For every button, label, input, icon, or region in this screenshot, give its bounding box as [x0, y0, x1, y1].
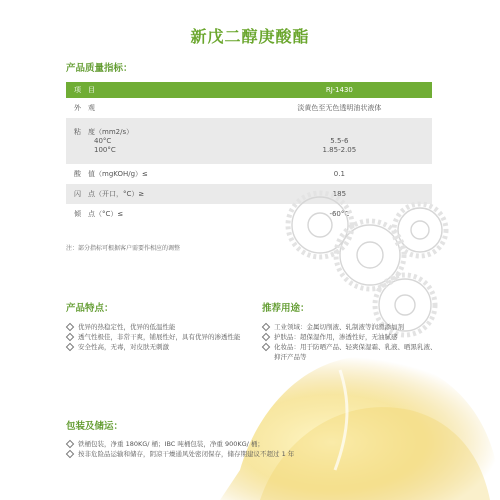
pour-value: -60°C	[329, 210, 350, 218]
applications-list	[262, 322, 442, 362]
features-title: 产品特点：	[66, 303, 114, 314]
diamond-bullet-icon	[66, 333, 74, 341]
table-row-viscosity	[66, 118, 432, 164]
pour-label: 倾 点（°C）≤	[74, 210, 124, 218]
flash-value: 185	[247, 184, 432, 204]
applications-title: 推荐用途：	[262, 303, 310, 314]
list-item: 优异的热稳定性，优异的低温性能	[66, 322, 251, 332]
acid-label: 酸 值（mgKOH/g）≤	[74, 170, 148, 178]
list-item: 透气性极佳，非常干爽，铺展性好，具有优异的渗透性能	[66, 332, 251, 342]
flash-label: 闪 点（开口，°C）≥	[66, 184, 247, 204]
acid-value: 0.1	[333, 170, 345, 178]
viscosity-cell	[66, 118, 247, 164]
diamond-bullet-icon	[66, 343, 74, 351]
diamond-bullet-icon	[262, 343, 270, 351]
table-row-appearance	[66, 98, 432, 118]
diamond-bullet-icon	[66, 440, 74, 448]
diamond-bullet-icon	[262, 333, 270, 341]
features-list	[66, 322, 251, 352]
diamond-bullet-icon	[66, 450, 74, 458]
appearance-value: 淡黄色至无色透明油状液体	[297, 104, 382, 112]
viscosity-values	[247, 118, 432, 164]
viscosity-value-100: 1.85-2.05	[322, 146, 357, 154]
viscosity-value-40: 5.5-6	[330, 137, 349, 145]
header-value: RJ-1430	[247, 82, 432, 98]
gear-icon	[288, 193, 446, 335]
list-item: 护肤品：超保湿作用，渗透性好，无油腻感	[262, 332, 442, 342]
viscosity-sub-100: 100°C	[94, 146, 116, 154]
diamond-bullet-icon	[262, 323, 270, 331]
spec-section-title: 产品质量指标：	[66, 63, 133, 74]
packaging-list	[66, 439, 446, 459]
list-item: 按非危险品运输和储存，阴凉干燥通风处密闭保存，储存期建议不超过 1 年	[66, 449, 446, 459]
spec-table-header	[66, 82, 432, 98]
header-item: 项 目	[66, 82, 247, 98]
appearance-label: 外 观	[74, 104, 95, 112]
page-title: 新戊二醇庚酸酯	[190, 27, 310, 46]
viscosity-label: 粘 度（mm2/s）	[74, 128, 134, 136]
viscosity-sub-40: 40°C	[94, 137, 112, 145]
list-item: 安全性高，无毒，对皮肤无刺激	[66, 342, 251, 352]
list-item: 化妆品：用于防晒产品、轻爽保湿霜、乳液、晒黑乳液、抑汗产品等	[262, 342, 442, 362]
diamond-bullet-icon	[66, 323, 74, 331]
list-item: 工业领域：金属切削液、轧制液等润滑添加剂	[262, 322, 442, 332]
packaging-title: 包装及储运：	[66, 421, 124, 432]
list-item: 铁桶包装，净重 180KG/ 桶；IBC 吨桶包装，净重 900KG/ 桶；	[66, 439, 446, 449]
table-note: 注：部分指标可根据客户需要作相应的调整	[66, 245, 181, 252]
